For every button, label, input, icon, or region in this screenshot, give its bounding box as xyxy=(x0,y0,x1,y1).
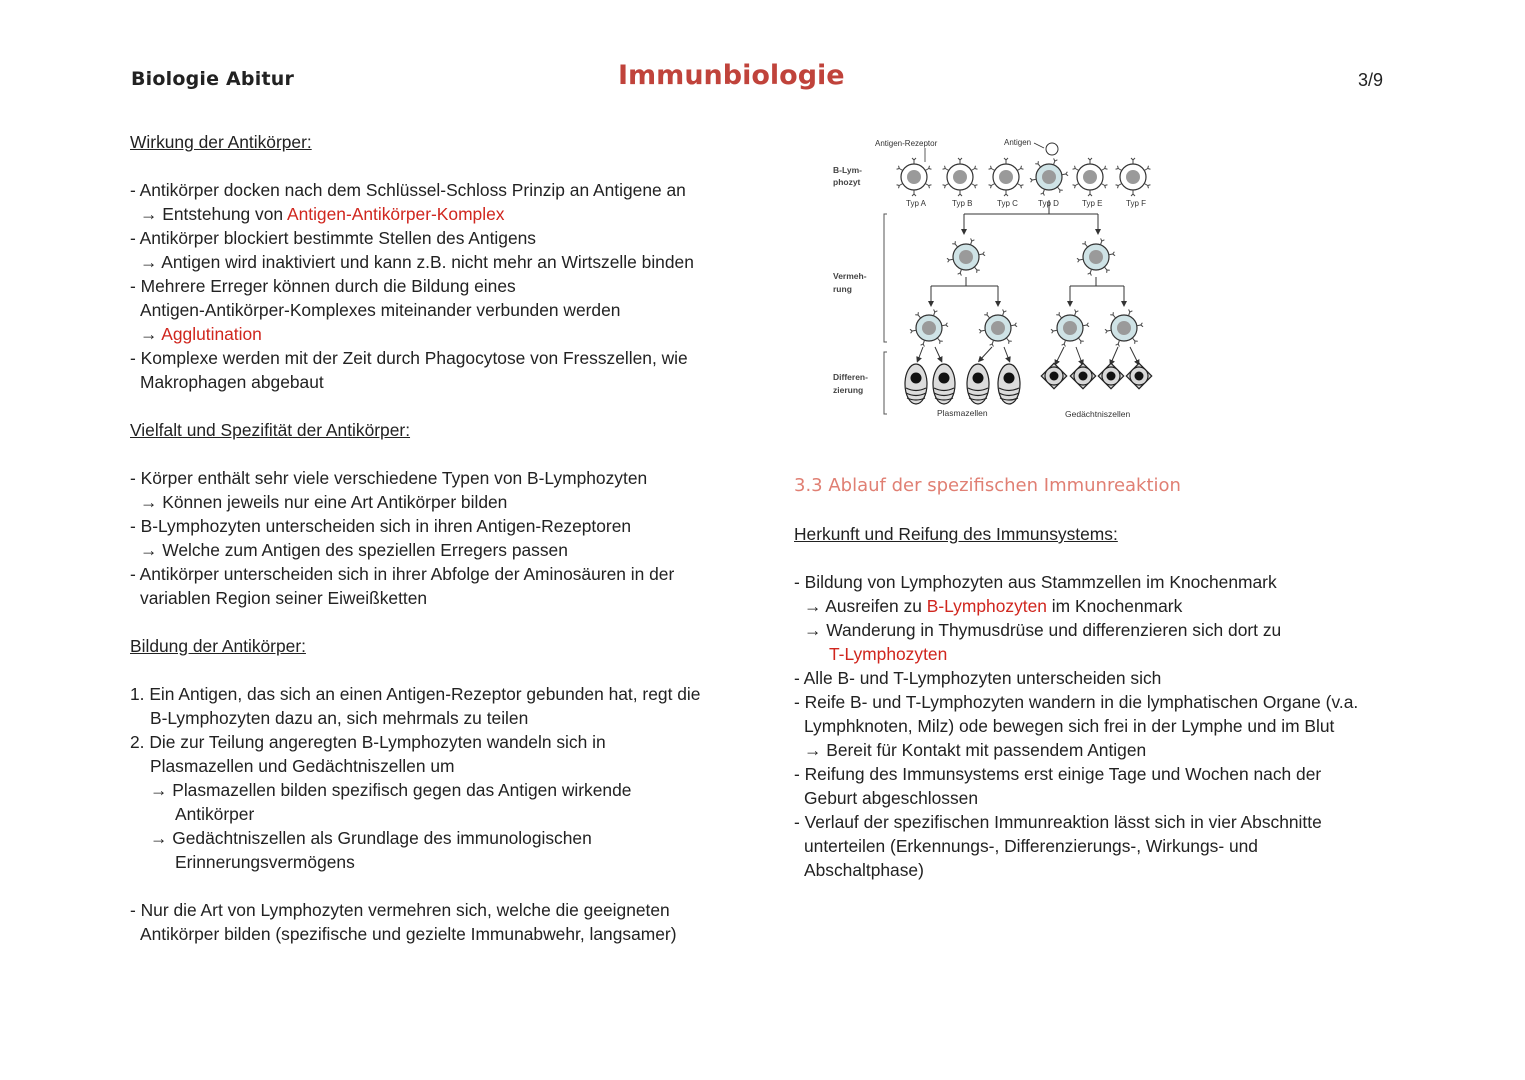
text-line: - Antikörper docken nach dem Schlüssel-Schloss Prinzip an Antigene an xyxy=(130,180,686,200)
heading-antibody-diversity: Vielfalt und Spezifität der Antikörper: xyxy=(130,420,411,440)
heading-antibody-formation: Bildung der Antikörper: xyxy=(130,636,306,656)
text-line: - Bildung von Lymphozyten aus Stammzellen im Knochenmark xyxy=(794,572,1277,592)
text-line: → Können jeweils nur eine Art Antikörper bilden xyxy=(140,492,508,512)
text-line: → Welche zum Antigen des speziellen Erregers passen xyxy=(140,540,568,560)
b-cell-type-b xyxy=(943,158,978,196)
text-line: → Ausreifen zu B-Lymphozyten im Knochenmark xyxy=(804,596,1183,616)
type-label-d: Typ D xyxy=(1038,199,1059,208)
page-number: 3/9 xyxy=(1358,70,1384,90)
type-label-f: Typ F xyxy=(1126,199,1147,208)
text-line: → Bereit für Kontakt mit passendem Antigen xyxy=(804,740,1147,760)
heading-antibody-effect: Wirkung der Antikörper: xyxy=(130,132,312,152)
daughter-cell xyxy=(979,309,1017,346)
text-line: - Nur die Art von Lymphozyten vermehren sich, welche die geeigneten xyxy=(130,900,670,920)
memory-cell xyxy=(1041,363,1066,388)
header-subject: Biologie Abitur xyxy=(131,68,295,90)
b-cell-type-f xyxy=(1116,158,1151,196)
row-label-proliferation: Vermeh- xyxy=(833,271,867,281)
clonal-selection-diagram xyxy=(828,132,1168,424)
section-title-immune-response: 3.3 Ablauf der spezifischen Immunreaktion xyxy=(794,475,1181,496)
proliferating-cell xyxy=(947,238,985,275)
text-line: Antikörper bilden (spezifische und gezielte Immunabwehr, langsamer) xyxy=(140,924,677,944)
memory-cell xyxy=(1126,363,1151,388)
text-line: Antigen-Antikörper-Komplexes miteinander verbunden werden xyxy=(140,300,621,320)
clonal-selection-svg xyxy=(828,132,1168,424)
memory-cell xyxy=(1070,363,1095,388)
plasma-cell xyxy=(905,364,927,404)
row-label-differentiation-2: zierung xyxy=(833,385,864,395)
text-line: - Komplexe werden mit der Zeit durch Phagocytose von Fresszellen, wie xyxy=(130,348,688,368)
text-line: variablen Region seiner Eiweißketten xyxy=(140,588,428,608)
text-line: 1. Ein Antigen, das sich an einen Antigen-Rezeptor gebunden hat, regt die xyxy=(130,684,701,704)
row-label-proliferation-2: rung xyxy=(833,284,852,294)
type-label-e: Typ E xyxy=(1082,199,1103,208)
text-line: - Alle B- und T-Lymphozyten unterscheiden sich xyxy=(794,668,1162,688)
label-antigen: Antigen xyxy=(1004,138,1032,147)
text-line: B-Lymphozyten dazu an, sich mehrmals zu teilen xyxy=(150,708,529,728)
page-title: Immunbiologie xyxy=(618,60,845,91)
row-label-differentiation: Differen- xyxy=(833,372,868,382)
text-line: - Reife B- und T-Lymphozyten wandern in die lymphatischen Organe (v.a. xyxy=(794,692,1359,712)
plasma-cell xyxy=(998,364,1020,404)
text-line: → Agglutination xyxy=(140,324,262,344)
text-line: Lymphknoten, Milz) ode bewegen sich frei in der Lymphe und im Blut xyxy=(804,716,1335,736)
text-line: 2. Die zur Teilung angeregten B-Lymphozyten wandeln sich in xyxy=(130,732,606,752)
text-line: - Mehrere Erreger können durch die Bildung eines xyxy=(130,276,516,296)
text-line: - Körper enthält sehr viele verschiedene Typen von B-Lymphozyten xyxy=(130,468,648,488)
b-cell-type-a xyxy=(897,158,932,196)
daughter-cell xyxy=(910,309,948,346)
text-line: - B-Lymphozyten unterscheiden sich in ihren Antigen-Rezeptoren xyxy=(130,516,632,536)
b-cell-type-d xyxy=(1030,158,1068,195)
text-line: - Antikörper unterscheiden sich in ihrer Abfolge der Aminosäuren in der xyxy=(130,564,675,584)
type-label-b: Typ B xyxy=(952,199,973,208)
row-label-b-lymphocyte: B-Lym- xyxy=(833,165,862,175)
type-label-c: Typ C xyxy=(997,199,1018,208)
text-line: Abschaltphase) xyxy=(804,860,924,880)
text-line: Makrophagen abgebaut xyxy=(140,372,324,392)
row-label-b-lymphocyte-2: phozyt xyxy=(833,177,861,187)
text-line: Geburt abgeschlossen xyxy=(804,788,979,808)
text-line: Erinnerungsvermögens xyxy=(175,852,355,872)
memory-cell xyxy=(1098,363,1123,388)
plasma-cell xyxy=(967,364,989,404)
highlight-term: Agglutination xyxy=(161,324,262,344)
text-line: unterteilen (Erkennungs-, Differenzierungs-, Wirkungs- und xyxy=(804,836,1258,856)
b-cell-type-e xyxy=(1073,158,1108,196)
text-line: - Antikörper blockiert bestimmte Stellen des Antigens xyxy=(130,228,536,248)
text-line: - Verlauf der spezifischen Immunreaktion lässt sich in vier Abschnitte xyxy=(794,812,1322,832)
right-column xyxy=(794,474,1434,882)
plasma-cell xyxy=(933,364,955,404)
text-line: - Reifung des Immunsystems erst einige Tage und Wochen nach der xyxy=(794,764,1322,784)
heading-origin-maturation: Herkunft und Reifung des Immunsystems: xyxy=(794,524,1118,544)
highlight-term: Antigen-Antikörper-Komplex xyxy=(286,204,505,224)
text-line: → Entstehung von Antigen-Antikörper-Komplex xyxy=(140,204,505,224)
text-line: → Antigen wird inaktiviert und kann z.B. nicht mehr an Wirtszelle binden xyxy=(140,252,694,272)
text-line: → Gedächtniszellen als Grundlage des immunologischen xyxy=(150,828,592,848)
daughter-cell xyxy=(1105,309,1143,346)
antigen-icon xyxy=(1046,143,1058,155)
daughter-cell xyxy=(1051,309,1089,346)
label-plasma-cells: Plasmazellen xyxy=(937,408,988,418)
text-line: → Plasmazellen bilden spezifisch gegen das Antigen wirkende xyxy=(150,780,632,800)
label-memory-cells: Gedächtniszellen xyxy=(1065,409,1131,419)
left-column xyxy=(130,130,770,946)
b-cell-type-c xyxy=(989,158,1024,196)
label-antigen-receptor: Antigen-Rezeptor xyxy=(875,139,938,148)
text-line: → Wanderung in Thymusdrüse und differenzieren sich dort zu xyxy=(804,620,1282,640)
proliferating-cell xyxy=(1077,238,1115,275)
text-line: Plasmazellen und Gedächtniszellen um xyxy=(150,756,455,776)
highlight-term: B-Lymphozyten xyxy=(926,596,1047,616)
type-label-a: Typ A xyxy=(906,199,927,208)
text-line: Antikörper xyxy=(175,804,255,824)
highlight-term: T-Lymphozyten xyxy=(829,644,948,664)
